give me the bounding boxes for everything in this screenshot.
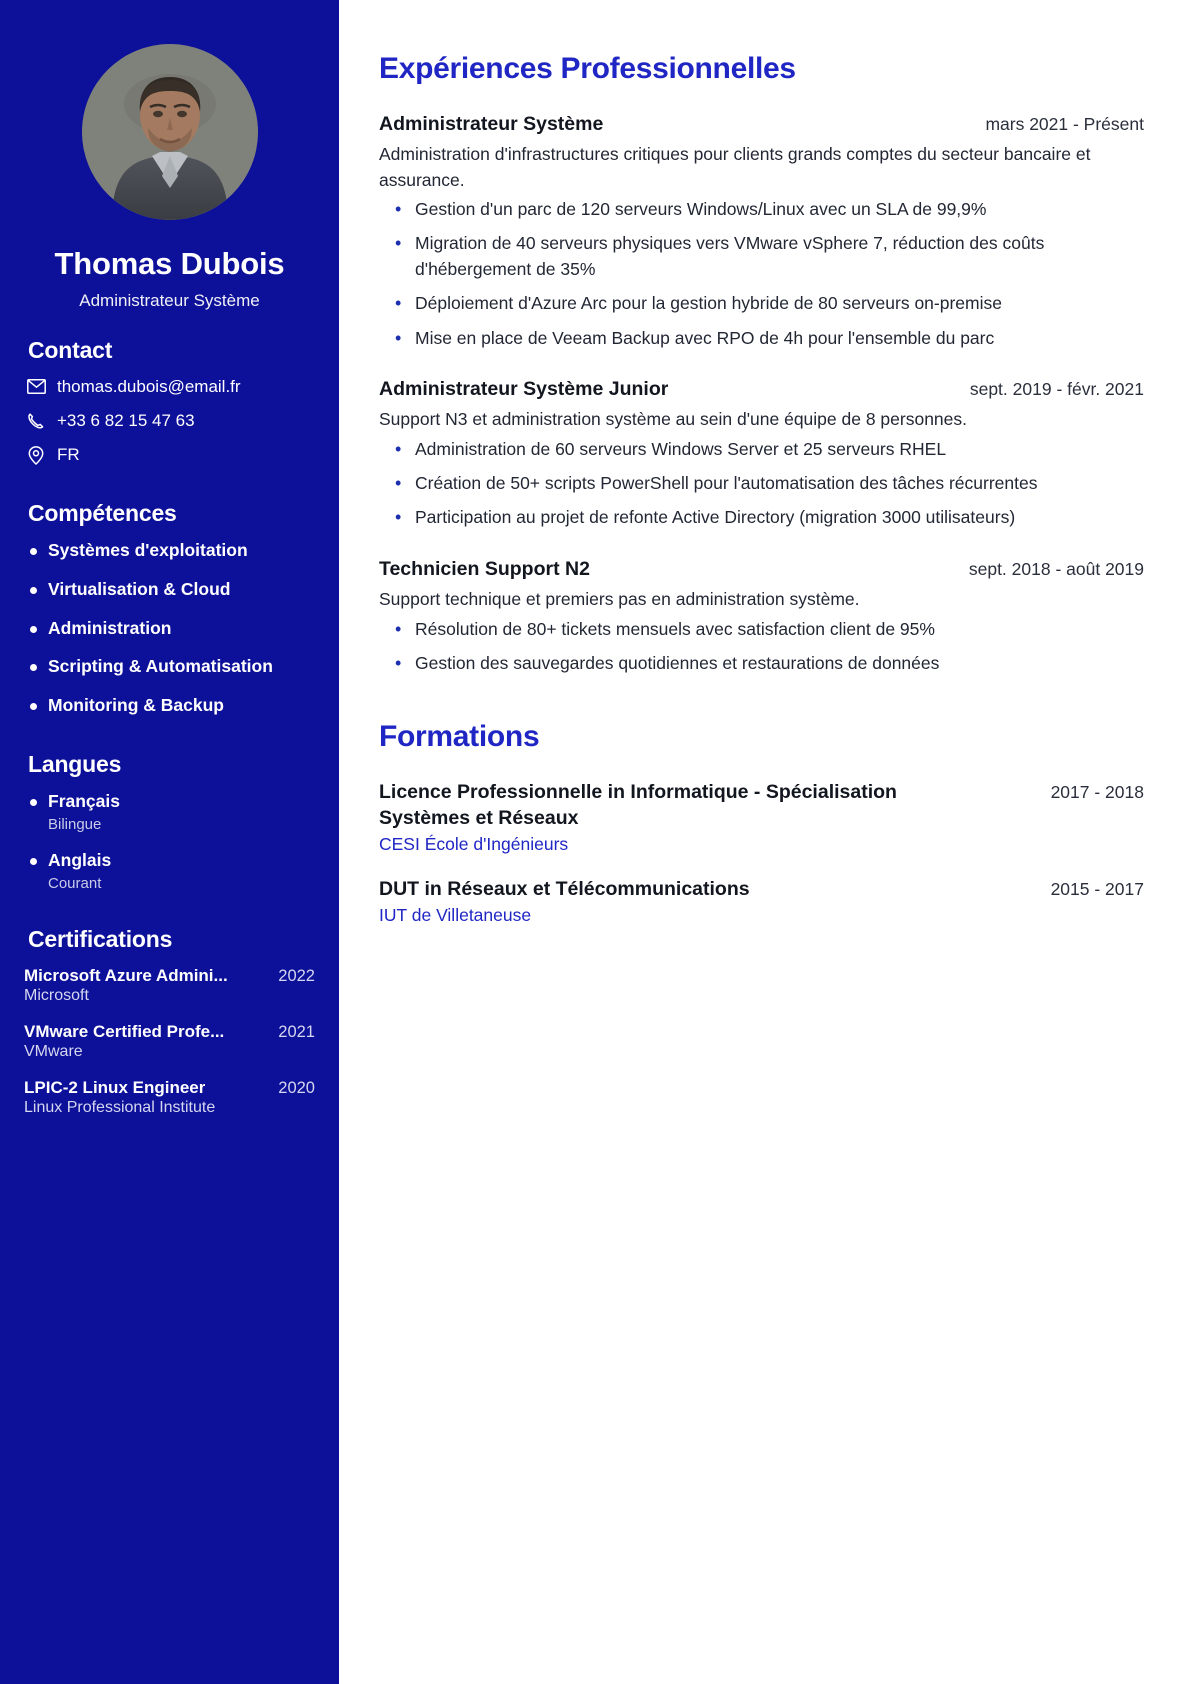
contact-heading: Contact — [28, 336, 113, 363]
education-section-title: Formations — [379, 720, 540, 754]
avatar-container — [24, 44, 315, 220]
location-pin-icon — [26, 446, 46, 466]
certification-item — [24, 1022, 315, 1061]
achievement-item: • Déploiement d'Azure Arc pour la gestion hybride de 80 serveurs on-premise — [393, 291, 1144, 316]
achievement-item: • Administration de 60 serveurs Windows Server et 25 serveurs RHEL — [393, 437, 1144, 462]
contact-location-value: FR — [57, 445, 80, 465]
experience-entry — [379, 112, 1144, 351]
skill-item — [30, 695, 315, 717]
avatar-photo-icon — [82, 44, 258, 220]
experience-achievements — [393, 617, 1144, 677]
languages-list — [24, 791, 315, 892]
skill-label: Virtualisation & Cloud — [48, 578, 231, 599]
certification-year: 2020 — [278, 1078, 315, 1097]
experience-achievements — [393, 437, 1144, 531]
contact-phone-value: +33 6 82 15 47 63 — [57, 411, 195, 431]
phone-icon — [26, 411, 46, 431]
skill-item — [30, 618, 315, 640]
achievement-item: • Gestion d'un parc de 120 serveurs Windows/Linux avec un SLA de 99,9% — [393, 197, 1144, 222]
skill-label: Administration — [48, 617, 172, 638]
certification-item — [24, 966, 315, 1005]
skills-heading: Compétences — [28, 499, 177, 526]
main-content — [339, 0, 1190, 1684]
education-entry — [379, 877, 1144, 926]
language-level: Bilingue — [48, 816, 102, 834]
experience-date: sept. 2019 - févr. 2021 — [969, 378, 1144, 399]
language-level: Courant — [48, 874, 102, 892]
achievement-item: • Gestion des sauvegardes quotidiennes et restaurations de données — [393, 651, 1144, 676]
achievement-item: • Création de 50+ scripts PowerShell pour l'automatisation des tâches récurrentes — [393, 471, 1144, 496]
skill-item — [30, 656, 315, 678]
education-entry — [379, 780, 1144, 855]
experience-role: Technicien Support N2 — [379, 557, 590, 580]
skill-label: Systèmes d'exploitation — [48, 539, 248, 560]
achievement-item: • Mise en place de Veeam Backup avec RPO de 4h pour l'ensemble du parc — [393, 326, 1144, 351]
certifications-list — [24, 966, 315, 1117]
skill-item — [30, 579, 315, 601]
education-degree: Licence Professionnelle in Informatique - Spécialisation Systèmes et Réseaux — [379, 781, 897, 829]
experience-entry — [379, 557, 1144, 676]
experience-role: Administrateur Système — [379, 113, 604, 135]
avatar — [82, 44, 258, 220]
education-date: 2017 - 2018 — [1050, 782, 1144, 803]
education-degree: DUT in Réseaux et Télécommunications — [379, 877, 750, 900]
certification-year: 2021 — [278, 1022, 315, 1041]
bullet-dot-icon — [30, 858, 37, 865]
skill-item — [30, 540, 315, 562]
certification-year: 2022 — [278, 966, 315, 985]
bullet-dot-icon — [30, 703, 37, 710]
bullet-dot-icon — [30, 548, 37, 555]
certification-name: VMware Certified Profe... — [24, 1021, 225, 1041]
experience-date: mars 2021 - Présent — [985, 114, 1144, 134]
contact-item-location — [26, 445, 315, 465]
achievement-item: • Participation au projet de refonte Active Directory (migration 3000 utilisateurs) — [393, 505, 1144, 530]
bullet-dot-icon — [30, 587, 37, 594]
certification-issuer: VMware — [24, 1042, 83, 1060]
achievement-item: • Migration de 40 serveurs physiques vers VMware vSphere 7, réduction des coûts d'hébergement de 35% — [393, 231, 1144, 282]
envelope-icon — [26, 377, 46, 397]
education-school: IUT de Villetaneuse — [379, 905, 532, 926]
skill-label: Monitoring & Backup — [48, 695, 224, 716]
certification-issuer: Linux Professional Institute — [24, 1098, 216, 1116]
certification-item — [24, 1078, 315, 1117]
experience-description: Administration d'infrastructures critiques pour clients grands comptes du secteur bancaire et assurance. — [379, 144, 1091, 190]
bullet-dot-icon — [30, 799, 37, 806]
contact-item-phone[interactable] — [26, 411, 315, 431]
experience-date: sept. 2018 - août 2019 — [968, 558, 1144, 579]
experience-section-title: Expériences Professionnelles — [379, 52, 796, 85]
certification-issuer: Microsoft — [24, 986, 89, 1004]
person-name: Thomas Dubois — [54, 246, 285, 281]
education-school: CESI École d'Ingénieurs — [379, 833, 569, 854]
certification-name: Microsoft Azure Admini... — [24, 965, 228, 985]
experience-role: Administrateur Système Junior — [379, 377, 669, 400]
bullet-dot-icon — [30, 626, 37, 633]
certifications-heading: Certifications — [28, 925, 173, 952]
experience-description: Support N3 et administration système au sein d'une équipe de 8 personnes. — [379, 409, 968, 430]
education-date: 2015 - 2017 — [1050, 878, 1144, 899]
language-item — [30, 791, 315, 833]
contact-email-value: thomas.dubois@email.fr — [57, 376, 241, 396]
sidebar — [0, 0, 339, 1684]
achievement-item: • Résolution de 80+ tickets mensuels avec satisfaction client de 95% — [393, 617, 1144, 642]
language-name: Anglais — [48, 850, 112, 871]
contact-list — [26, 377, 315, 466]
experience-entry — [379, 377, 1144, 531]
contact-item-email[interactable] — [26, 377, 315, 397]
language-name: Français — [48, 791, 120, 812]
languages-heading: Langues — [28, 751, 122, 778]
skill-label: Scripting & Automatisation — [48, 656, 273, 677]
language-item — [30, 850, 315, 892]
experience-description: Support technique et premiers pas en administration système. — [379, 589, 860, 610]
person-job-title: Administrateur Système — [79, 290, 260, 310]
certification-name: LPIC-2 Linux Engineer — [24, 1077, 206, 1097]
experience-achievements — [393, 197, 1144, 351]
skills-list — [30, 540, 315, 717]
bullet-dot-icon — [30, 664, 37, 671]
